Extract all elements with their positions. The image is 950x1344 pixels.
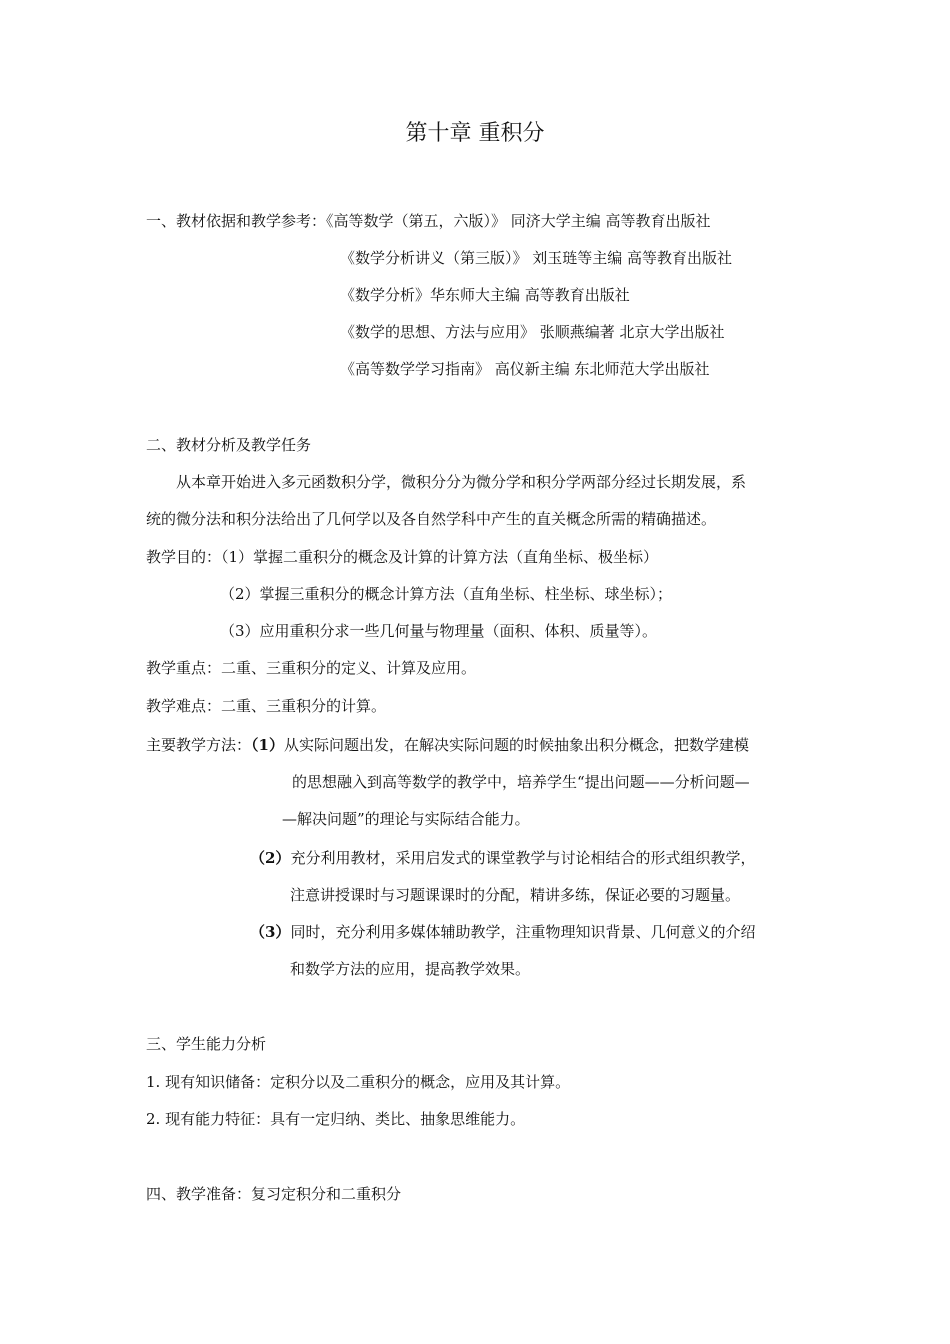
teaching-aim: （3）应用重积分求一些几何量与物理量（面积、体积、质量等）。 <box>220 622 658 640</box>
methods-label: 主要教学方法： <box>146 736 252 754</box>
section3-heading: 三、学生能力分析 <box>146 1035 267 1053</box>
method-item <box>250 848 755 868</box>
paragraph-line: 统的微分法和积分法给出了几何学以及各自然学科中产生的直关概念所需的精确描述。 <box>146 510 717 528</box>
chapter-title: 第十章 重积分 <box>405 121 545 146</box>
methods-first-line <box>146 735 749 755</box>
method-number: （1） <box>251 736 284 754</box>
method-line: —解决问题”的理论与实际结合能力。 <box>282 810 530 828</box>
reference-item: 《数学分析》华东师大主编 高等教育出版社 <box>340 286 630 304</box>
key-points: 教学重点：二重、三重积分的定义、计算及应用。 <box>146 659 477 677</box>
paragraph-line: 从本章开始进入多元函数积分学，微积分分为微分学和积分学两部分经过长期发展，系 <box>176 473 747 491</box>
section4-heading: 四、教学准备：复习定积分和二重积分 <box>146 1185 402 1203</box>
reference-item: 《高等数学（第五，六版）》 同济大学主编 高等教育出版社 <box>326 212 711 230</box>
reference-item: 《数学的思想、方法与应用》 张顺燕编著 北京大学出版社 <box>340 323 725 341</box>
method-number: （2） <box>250 849 291 867</box>
teaching-aim: （1）掌握二重积分的概念及计算的计算方法（直角坐标、极坐标） <box>221 548 659 566</box>
reference-item: 《数学分析讲义（第三版）》 刘玉琏等主编 高等教育出版社 <box>340 249 733 267</box>
ability-item: 1. 现有知识储备：定积分以及二重积分的概念，应用及其计算。 <box>146 1073 571 1091</box>
method-line: 的思想融入到高等数学的教学中，培养学生“提出问题——分析问题— <box>292 773 750 791</box>
section2-heading: 二、教材分析及教学任务 <box>146 436 312 454</box>
section1-heading: 一、教材依据和教学参考： <box>146 212 327 230</box>
teaching-aims-label: 教学目的： <box>146 548 222 566</box>
ability-item: 2. 现有能力特征：具有一定归纳、类比、抽象思维能力。 <box>146 1110 526 1128</box>
method-line: 注意讲授课时与习题课课时的分配，精讲多练，保证必要的习题量。 <box>290 886 741 904</box>
teaching-aims-line <box>146 547 658 567</box>
reference-item: 《高等数学学习指南》 高仪新主编 东北师范大学出版社 <box>340 360 710 378</box>
method-line: 同时，充分利用多媒体辅助教学，注重物理知识背景、几何意义的介绍 <box>290 923 756 941</box>
section1-first-line <box>146 211 711 231</box>
method-line: 充分利用教材，采用启发式的课堂教学与讨论相结合的形式组织教学， <box>290 849 756 867</box>
method-number: （3） <box>250 923 291 941</box>
method-item <box>250 922 755 942</box>
method-line: 和数学方法的应用，提高教学效果。 <box>290 960 531 978</box>
teaching-aim: （2）掌握三重积分的概念计算方法（直角坐标、柱坐标、球坐标）； <box>220 585 673 603</box>
method-line: 从实际问题出发，在解决实际问题的时候抽象出积分概念，把数学建模 <box>283 736 749 754</box>
difficulties: 教学难点：二重、三重积分的计算。 <box>146 697 387 715</box>
